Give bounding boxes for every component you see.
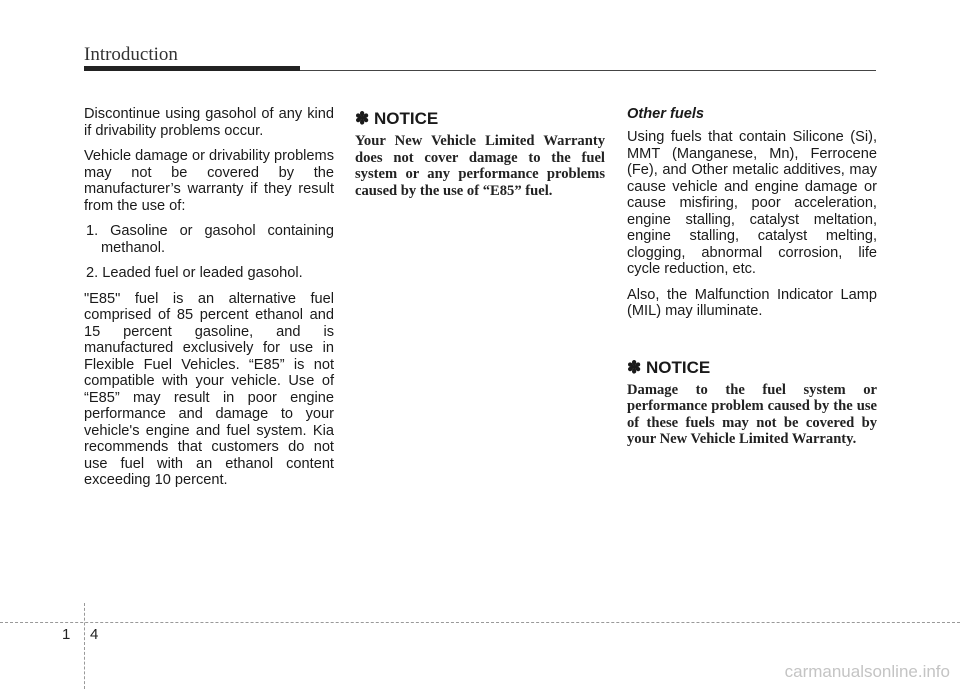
page-number: 4 bbox=[90, 626, 99, 643]
list-item-methanol: 1. Gasoline or gasohol containing methanol. bbox=[86, 223, 334, 256]
header-rule-thin bbox=[300, 70, 876, 71]
section-number: 1 bbox=[62, 626, 71, 643]
spacer bbox=[627, 329, 877, 355]
page-header-title: Introduction bbox=[84, 44, 178, 65]
list-item-leaded: 2. Leaded fuel or leaded gasohol. bbox=[86, 265, 303, 281]
paragraph-mil: Also, the Malfunction Indicator Lamp (MIL) may illuminate. bbox=[627, 286, 877, 319]
footer-divider-vertical bbox=[84, 603, 85, 689]
notice-body: Damage to the fuel system or performance problem caused by the use of these fuels may not be covered by your New Vehicle Limited Warranty. bbox=[627, 381, 877, 447]
paragraph-e85: "E85" fuel is an alternative fuel comprised of 85 percent ethanol and 15 percent gasoline, and is manufactured exclusively for use in Flexible Fuel Vehicles. “E85” is not compatible with your vehicle. Use of “E85” may result in poor engine performance and damage to your vehicle's engine and fuel system. Kia recommends that customers do not use fuel with an ethanol content exceeding 10 percent. bbox=[84, 290, 334, 488]
paragraph-discontinue: Discontinue using gasohol of any kind if drivability problems occur. bbox=[84, 106, 334, 139]
header-rule-thick bbox=[84, 66, 300, 71]
paragraph-vehicle-damage: Vehicle damage or drivability problems may not be covered by the manufacturer’s warranty if they result from the use of: bbox=[84, 148, 334, 214]
section-heading-other-fuels: Other fuels bbox=[627, 106, 705, 122]
notice-heading: ✽ NOTICE bbox=[355, 109, 439, 128]
notice-heading: ✽ NOTICE bbox=[627, 357, 711, 377]
paragraph-fuels-additives: Using fuels that contain Silicone (Si), MMT (Manganese, Mn), Ferrocene (Fe), and Other metalic additives, may cause vehicle and engine damage or cause misfiring, poor acceleration, engine stalling, catalyst meltation, engine stalling, catalyst melting, clogging, abnormal corrosion, life cycle reduction, etc. bbox=[627, 129, 877, 277]
watermark: carmanualsonline.info bbox=[784, 662, 950, 681]
column-3 bbox=[627, 106, 877, 448]
column-1 bbox=[84, 106, 334, 498]
notice-body: Your New Vehicle Limited Warranty does not cover damage to the fuel system or any performance problems caused by the use of “E85” fuel. bbox=[355, 133, 605, 199]
footer-divider-horizontal bbox=[0, 622, 960, 623]
column-2 bbox=[355, 106, 605, 199]
